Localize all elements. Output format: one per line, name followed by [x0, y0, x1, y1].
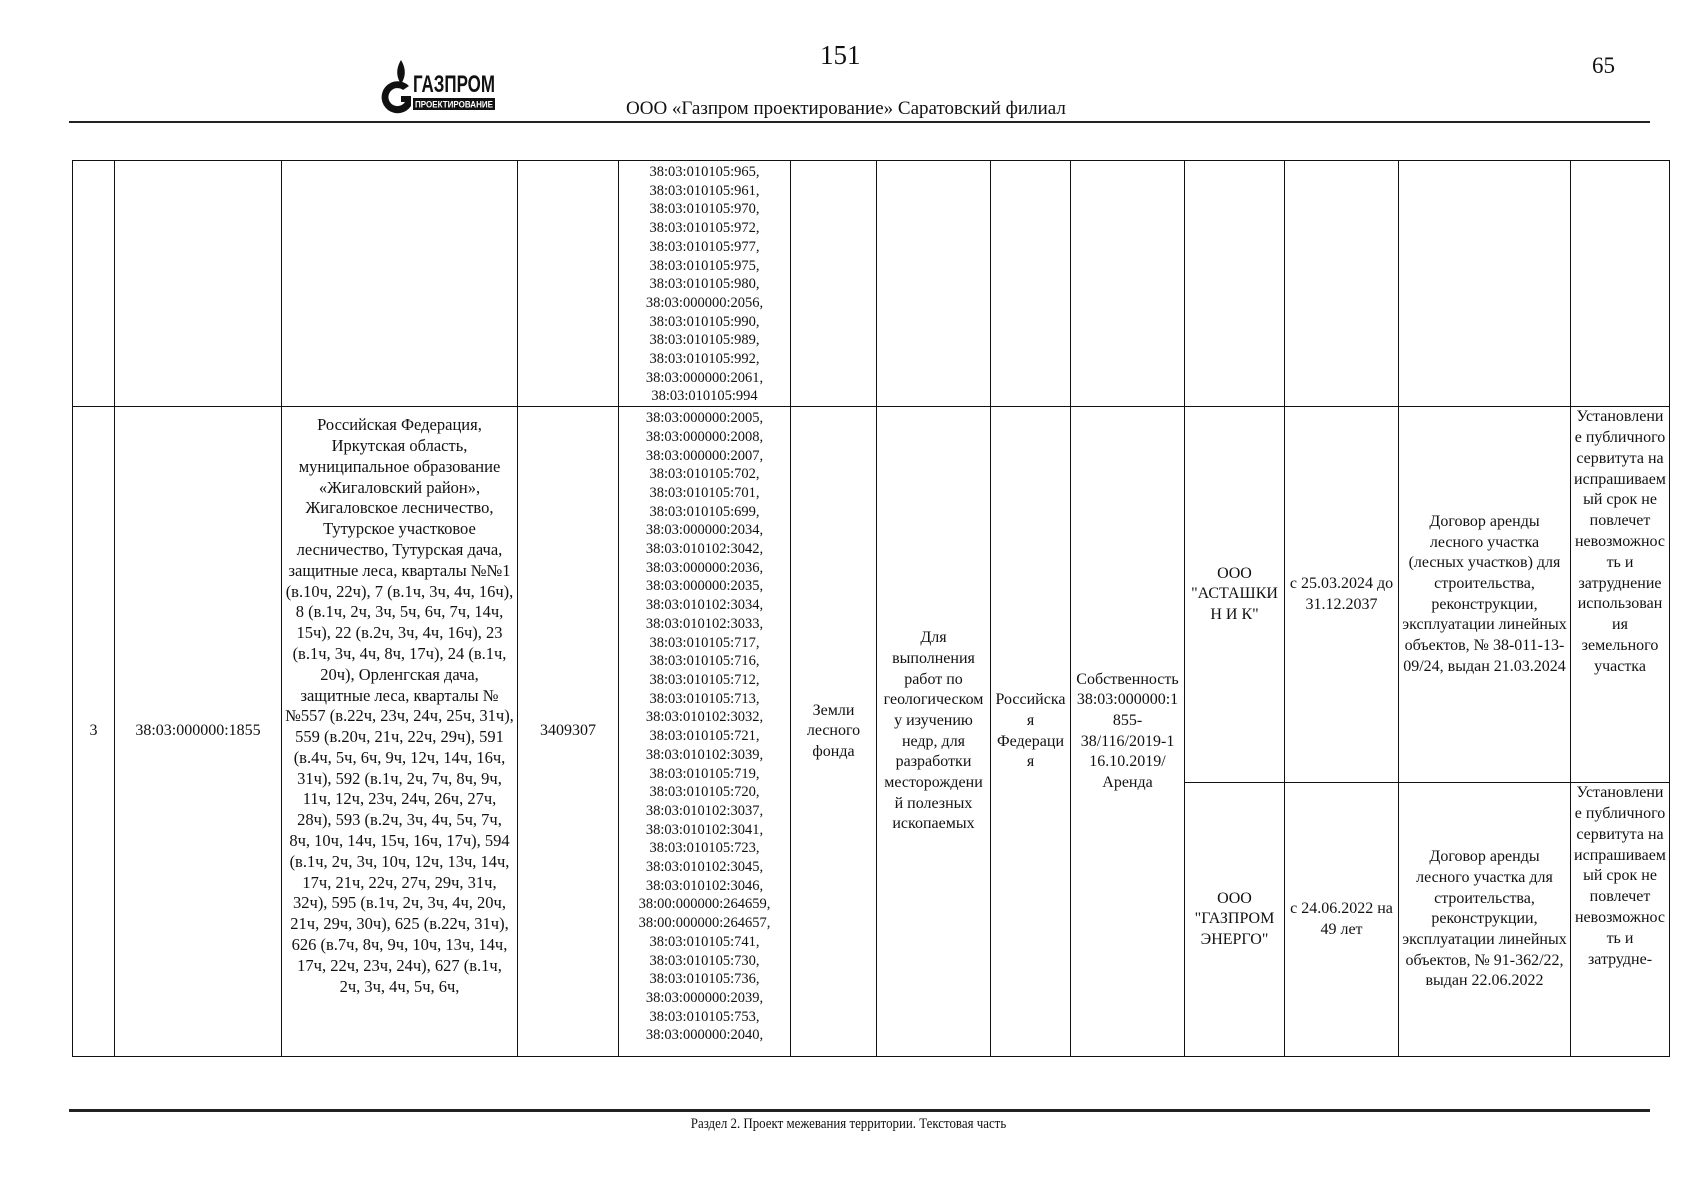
cell-holder: [1185, 161, 1285, 407]
parcel-number: 38:03:010105:699,: [649, 503, 760, 520]
parcel-number: 38:03:000000:2035,: [645, 578, 764, 595]
organization-title: ООО «Газпром проектирование» Саратовский филиал: [626, 98, 1066, 119]
parcel-number: 38:03:010102:3045,: [645, 859, 764, 876]
parcel-number: 38:00:000000:264659,: [638, 896, 771, 913]
svg-text:ПРОЕКТИРОВАНИЕ: ПРОЕКТИРОВАНИЕ: [415, 99, 493, 110]
parcel-number: 38:03:010105:972,: [649, 220, 760, 237]
parcel-number: 38:03:000000:2007,: [645, 447, 764, 464]
parcel-number: 38:03:010105:741,: [649, 933, 760, 950]
cell-included-parcels: [619, 161, 791, 407]
parcel-number: 38:03:010105:712,: [649, 671, 760, 688]
cell-number: [73, 161, 115, 407]
parcel-number: 38:03:010105:961,: [649, 182, 760, 199]
cell-document: [1399, 161, 1571, 407]
parcel-number: 38:03:000000:2061,: [645, 369, 764, 386]
svg-text:ГАЗПРОМ: ГАЗПРОМ: [413, 71, 495, 98]
parcel-number: 38:03:010102:3032,: [645, 709, 764, 726]
parcel-number: 38:03:010102:3046,: [645, 877, 764, 894]
parcel-number: 38:03:010105:730,: [649, 952, 760, 969]
parcel-number: 38:03:010105:994: [651, 388, 758, 405]
parcel-number: 38:03:010102:3037,: [645, 802, 764, 819]
parcel-number: 38:03:000000:2008,: [645, 428, 764, 445]
cell-right: Собственность 38:03:000000:1855-38/116/2019-1 16.10.2019/ Аренда: [1071, 407, 1185, 1057]
cell-period: с 25.03.2024 до 31.12.2037: [1285, 407, 1399, 783]
cell-cadastral-number: [115, 161, 282, 407]
parcel-number: 38:03:010105:992,: [649, 351, 760, 368]
cell-period: с 24.06.2022 на 49 лет: [1285, 783, 1399, 1057]
cell-document: Договор аренды лесного участка для строительства, реконструкции, эксплуатации линейных объектов, № 91-362/22, выдан 22.06.2022: [1399, 783, 1571, 1057]
cell-owner: Российская Федерация: [991, 407, 1071, 1057]
parcel-number: 38:03:010105:736,: [649, 971, 760, 988]
parcel-number: 38:03:010105:719,: [649, 765, 760, 782]
parcel-number: 38:03:010105:975,: [649, 257, 760, 274]
table-row: [73, 407, 1670, 783]
gazprom-logo: [383, 56, 498, 118]
cell-note: Установление публичного сервитута на испрашиваемый срок не повлечет невозможность и затрудне-: [1571, 783, 1670, 1057]
cell-holder: ООО "АСТАШКИН И К": [1185, 407, 1285, 783]
cell-address: Российская Федерация, Иркутская область, муниципальное образование «Жигаловский район», Жигаловское лесничество, Тутурское участковое лесничество, Тутурская дача, защитные леса, кварталы №№1 (в.10ч, 22ч), 7 (в.1ч, 3ч, 4ч, 16ч), 8 (в.1ч, 2ч, 3ч, 5ч, 6ч, 7ч, 14ч, 15ч), 22 (в.2ч, 3ч, 4ч, 16ч), 23 (в.1ч, 3ч, 4ч, 8ч, 17ч), 24 (в.1ч, 20ч), Орленгская дача, защитные леса, кварталы №№557 (в.22ч, 23ч, 24ч, 25ч, 31ч), 559 (в.20ч, 21ч, 22ч, 29ч), 591 (в.4ч, 5ч, 6ч, 9ч, 12ч, 14ч, 16ч, 31ч), 592 (в.1ч, 2ч, 7ч, 8ч, 9ч, 11ч, 12ч, 23ч, 24ч, 26ч, 27ч, 28ч), 593 (в.2ч, 3ч, 4ч, 5ч, 7ч, 8ч, 10ч, 14ч, 15ч, 16ч, 17ч), 594 (в.1ч, 2ч, 3ч, 10ч, 12ч, 13ч, 14ч, 17ч, 21ч, 22ч, 27ч, 29ч, 31ч, 32ч), 595 (в.1ч, 2ч, 3ч, 4ч, 20ч, 21ч, 29ч, 30ч), 625 (в.22ч, 31ч), 626 (в.7ч, 8ч, 9ч, 10ч, 13ч, 14ч, 17ч, 22ч, 23ч, 24ч), 627 (в.1ч, 2ч, 3ч, 4ч, 5ч, 6ч,: [282, 407, 518, 1057]
parcel-number: 38:03:010105:990,: [649, 313, 760, 330]
footer-divider: [69, 1109, 1650, 1112]
parcel-number: 38:03:010102:3041,: [645, 821, 764, 838]
parcel-number: 38:03:010105:713,: [649, 690, 760, 707]
cell-included-parcels: [619, 407, 791, 1057]
table-row-continuation: [73, 161, 1670, 407]
cell-number: 3: [73, 407, 115, 1057]
page-number: 151: [820, 40, 861, 70]
cell-permitted-use: [877, 161, 991, 407]
parcel-number: 38:03:010102:3039,: [645, 746, 764, 763]
cell-document: Договор аренды лесного участка (лесных участков) для строительства, реконструкции, эксплуатации линейных объектов, № 38-011-13-09/24, выдан 21.03.2024: [1399, 407, 1571, 783]
parcel-number: 38:03:010105:701,: [649, 484, 760, 501]
cell-right: [1071, 161, 1185, 407]
header-divider: [69, 121, 1650, 123]
parcel-number: 38:03:010105:753,: [649, 1008, 760, 1025]
parcel-number: 38:03:010102:3033,: [645, 615, 764, 632]
parcel-number: 38:03:010105:989,: [649, 332, 760, 349]
parcel-number: 38:03:010105:980,: [649, 276, 760, 293]
cell-land-category: Земли лесного фонда: [791, 407, 877, 1057]
parcel-number: 38:03:010105:977,: [649, 238, 760, 255]
parcel-number: 38:03:010105:702,: [649, 466, 760, 483]
parcel-number: 38:03:000000:2036,: [645, 559, 764, 576]
sheet-number: 65: [1592, 53, 1615, 78]
cell-owner: [991, 161, 1071, 407]
parcel-number: 38:03:010105:970,: [649, 201, 760, 218]
cell-cadastral-number: 38:03:000000:1855: [115, 407, 282, 1057]
parcel-number: 38:03:000000:2005,: [645, 410, 764, 427]
parcel-number: 38:03:010105:723,: [649, 840, 760, 857]
parcel-number: 38:03:010105:717,: [649, 634, 760, 651]
parcel-number: 38:03:000000:2039,: [645, 989, 764, 1006]
footer-text: Раздел 2. Проект межевания территории. Текстовая часть: [690, 1116, 1007, 1132]
parcel-number: 38:03:010105:716,: [649, 653, 760, 670]
cell-permitted-use: Для выполнения работ по геологическому изучению недр, для разработки месторождений полезных ископаемых: [877, 407, 991, 1057]
cell-note: Установление публичного сервитута на испрашиваемый срок не повлечет невозможность и затруднение использования земельного участка: [1571, 407, 1670, 783]
cell-holder: ООО "ГАЗПРОМ ЭНЕРГО": [1185, 783, 1285, 1057]
parcel-number: 38:03:010105:965,: [649, 164, 760, 180]
parcel-number: 38:03:010102:3034,: [645, 597, 764, 614]
parcel-number: 38:03:010105:720,: [649, 784, 760, 801]
land-parcels-table: [72, 160, 1670, 1057]
cell-land-category: [791, 161, 877, 407]
parcel-number: 38:03:000000:2056,: [645, 294, 764, 311]
parcel-number: 38:00:000000:264657,: [638, 915, 771, 932]
parcel-number: 38:03:010102:3042,: [645, 541, 764, 558]
cell-area: [518, 161, 619, 407]
parcel-number: 38:03:000000:2034,: [645, 522, 764, 539]
cell-address: [282, 161, 518, 407]
cell-note: [1571, 161, 1670, 407]
cell-area: 3409307: [518, 407, 619, 1057]
cell-period: [1285, 161, 1399, 407]
parcel-number: 38:03:010105:721,: [649, 728, 760, 745]
parcel-number: 38:03:000000:2040,: [645, 1027, 764, 1044]
